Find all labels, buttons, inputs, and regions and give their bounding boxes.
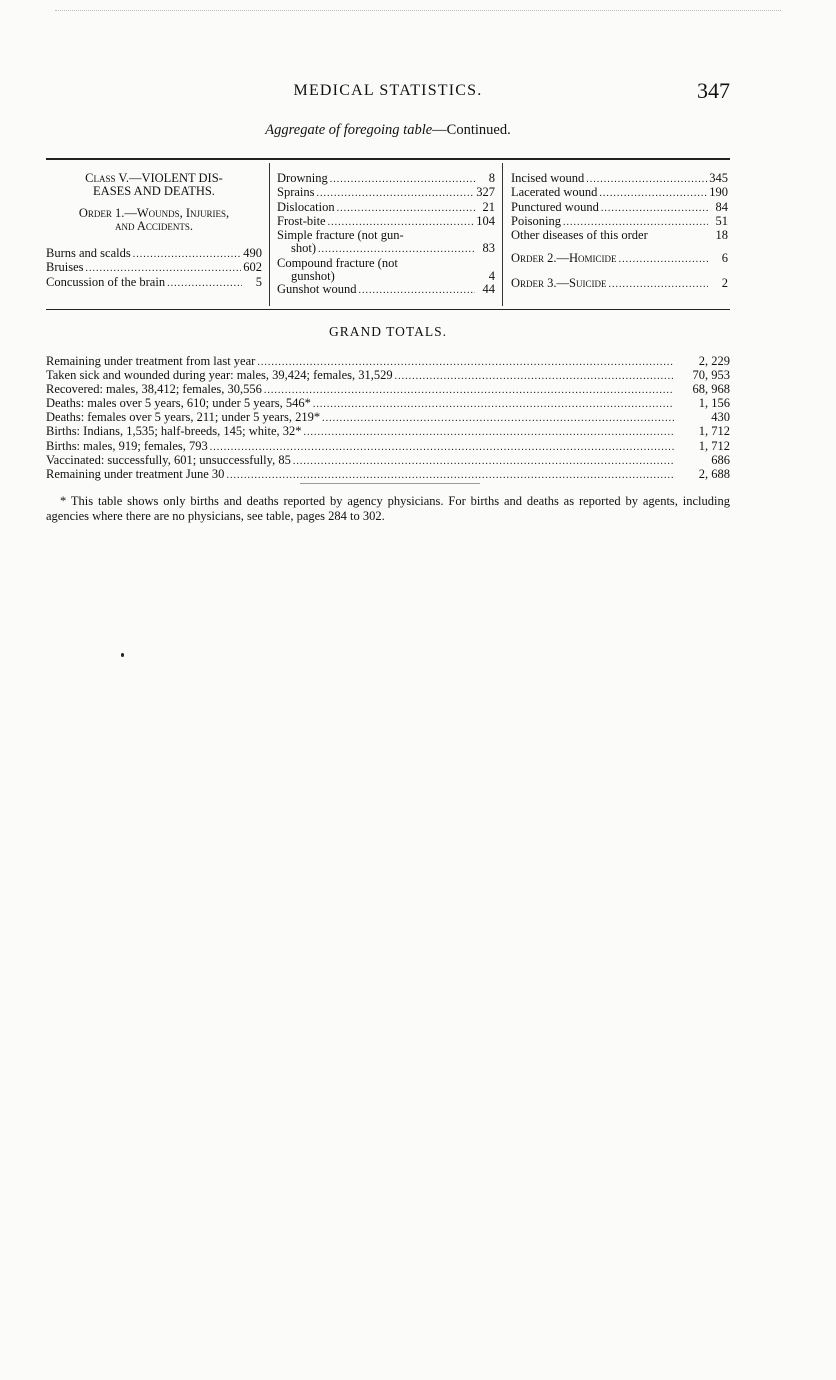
row-value: 490 xyxy=(243,246,262,261)
row-label: Sprains xyxy=(277,185,315,200)
total-row xyxy=(46,397,730,411)
row-label: Gunshot wound xyxy=(277,282,357,297)
total-label: Births: males, 919; females, 793 xyxy=(46,438,208,453)
total-label: Remaining under treatment from last year xyxy=(46,354,256,368)
running-head xyxy=(46,78,730,106)
row-value: 327 xyxy=(476,185,495,200)
table-column-1 xyxy=(46,172,262,290)
row-label: Bruises xyxy=(46,260,84,275)
row-label: Incised wound xyxy=(511,171,585,185)
table-row xyxy=(46,247,262,261)
table-column-3 xyxy=(511,172,728,291)
compound-fracture-line-1: Compound fracture (not xyxy=(277,255,398,270)
row-value: 18 xyxy=(715,228,728,243)
page-number: 347 xyxy=(697,78,730,103)
running-title: MEDICAL STATISTICS. xyxy=(293,82,483,99)
total-row xyxy=(46,355,730,369)
table-row xyxy=(511,186,728,200)
column-divider-1 xyxy=(269,163,270,306)
row-value: 5 xyxy=(255,274,262,289)
total-label: Deaths: females over 5 years, 211; under 5 years, 219* xyxy=(46,410,321,425)
total-value: 1, 712 xyxy=(698,438,730,453)
table-row xyxy=(511,201,728,215)
total-label: Remaining under treatment June 30 xyxy=(46,466,225,481)
row-label: gunshot) xyxy=(291,269,335,284)
row-label: shot) xyxy=(291,241,316,256)
table-row xyxy=(511,172,728,186)
order-3-row xyxy=(511,277,728,291)
total-label: Births: Indians, 1,535; half-breeds, 145; white, 32* xyxy=(46,424,302,439)
row-value: 602 xyxy=(243,260,262,275)
total-label: Recovered: males, 38,412; females, 30,556 xyxy=(46,382,262,397)
row-value: 4 xyxy=(488,269,495,284)
row-label: Lacerated wound xyxy=(511,185,598,200)
total-value: 430 xyxy=(711,410,730,425)
footnote-separator xyxy=(300,483,480,484)
table-row xyxy=(46,261,262,275)
table-bottom-rule xyxy=(46,309,730,310)
row-label: Order 2.—Homicide xyxy=(511,251,617,266)
table-row xyxy=(277,201,495,215)
row-value: 51 xyxy=(715,213,728,228)
total-value: 2, 688 xyxy=(698,466,730,481)
grand-totals-title: GRAND TOTALS. xyxy=(329,324,447,339)
total-value: 70, 953 xyxy=(692,368,730,383)
total-row xyxy=(46,440,730,454)
subtitle-italic: Aggregate of foregoing table xyxy=(265,122,433,138)
row-value: 44 xyxy=(482,282,495,297)
table-subtitle xyxy=(46,122,730,139)
class-title-line-2: EASES AND DEATHS. xyxy=(93,184,215,199)
row-label: Burns and scalds xyxy=(46,246,131,261)
total-row xyxy=(46,369,730,383)
order-1-line-2: and Accidents. xyxy=(114,218,194,233)
total-label: Deaths: males over 5 years, 610; under 5 years, 546* xyxy=(46,396,311,411)
row-value: 190 xyxy=(709,185,728,200)
row-label: Poisoning xyxy=(511,213,562,228)
table-row xyxy=(277,172,495,186)
row-label: Dislocation xyxy=(277,199,335,214)
total-value: 1, 712 xyxy=(698,424,730,439)
table-row xyxy=(277,270,495,283)
total-value: 2, 229 xyxy=(698,354,730,368)
row-value: 6 xyxy=(721,251,728,266)
row-value: 83 xyxy=(482,241,495,256)
row-value: 104 xyxy=(476,213,495,228)
total-label: Taken sick and wounded during year: males, 39,424; females, 31,529 xyxy=(46,368,393,383)
footnote: * This table shows only births and deaths reported by agency physicians. For births and deaths as reported by agents, including agencies where there are no physicians, see table, pages 284 to 302. xyxy=(46,494,730,523)
grand-totals-list xyxy=(46,355,730,482)
row-label: Drowning xyxy=(277,171,328,185)
total-row xyxy=(46,454,730,468)
row-label: Order 3.—Suicide xyxy=(511,275,607,290)
class-title xyxy=(46,172,262,199)
print-speck xyxy=(121,653,124,657)
total-row xyxy=(46,425,730,439)
table-row xyxy=(511,215,728,229)
total-value: 1, 156 xyxy=(698,396,730,411)
row-label: Punctured wound xyxy=(511,199,599,214)
row-label: Concussion of the brain xyxy=(46,274,166,289)
total-label: Vaccinated: successfully, 601; unsuccessfully, 85 xyxy=(46,452,291,467)
class-title-line-1: Class V.—VIOLENT DIS- xyxy=(85,171,223,185)
order-1-heading xyxy=(46,207,262,234)
total-row xyxy=(46,468,730,482)
total-value: 68, 968 xyxy=(692,382,730,397)
total-row xyxy=(46,383,730,397)
order-1-line-1: Order 1.—Wounds, Injuries, xyxy=(78,205,230,220)
row-value: 21 xyxy=(482,199,495,214)
table-row xyxy=(277,283,495,297)
row-value: 84 xyxy=(715,199,728,214)
row-value: 345 xyxy=(709,171,728,185)
table-row xyxy=(277,242,495,256)
simple-fracture-line-1: Simple fracture (not gun- xyxy=(277,228,404,243)
row-value: 8 xyxy=(488,171,495,185)
table-row xyxy=(511,229,728,242)
page-top-edge xyxy=(55,10,781,11)
row-label: Frost-bite xyxy=(277,213,326,228)
total-value: 686 xyxy=(711,452,730,467)
table-row xyxy=(46,276,262,290)
table-column-2 xyxy=(277,172,495,298)
table-row xyxy=(277,215,495,229)
table-row xyxy=(277,186,495,200)
subtitle-continued: —Continued. xyxy=(432,122,511,138)
row-value: 2 xyxy=(721,275,728,290)
column-divider-2 xyxy=(502,163,503,306)
row-label: Other diseases of this order xyxy=(511,228,648,243)
total-row xyxy=(46,411,730,425)
order-2-row xyxy=(511,252,728,266)
table-top-rule xyxy=(46,158,730,160)
